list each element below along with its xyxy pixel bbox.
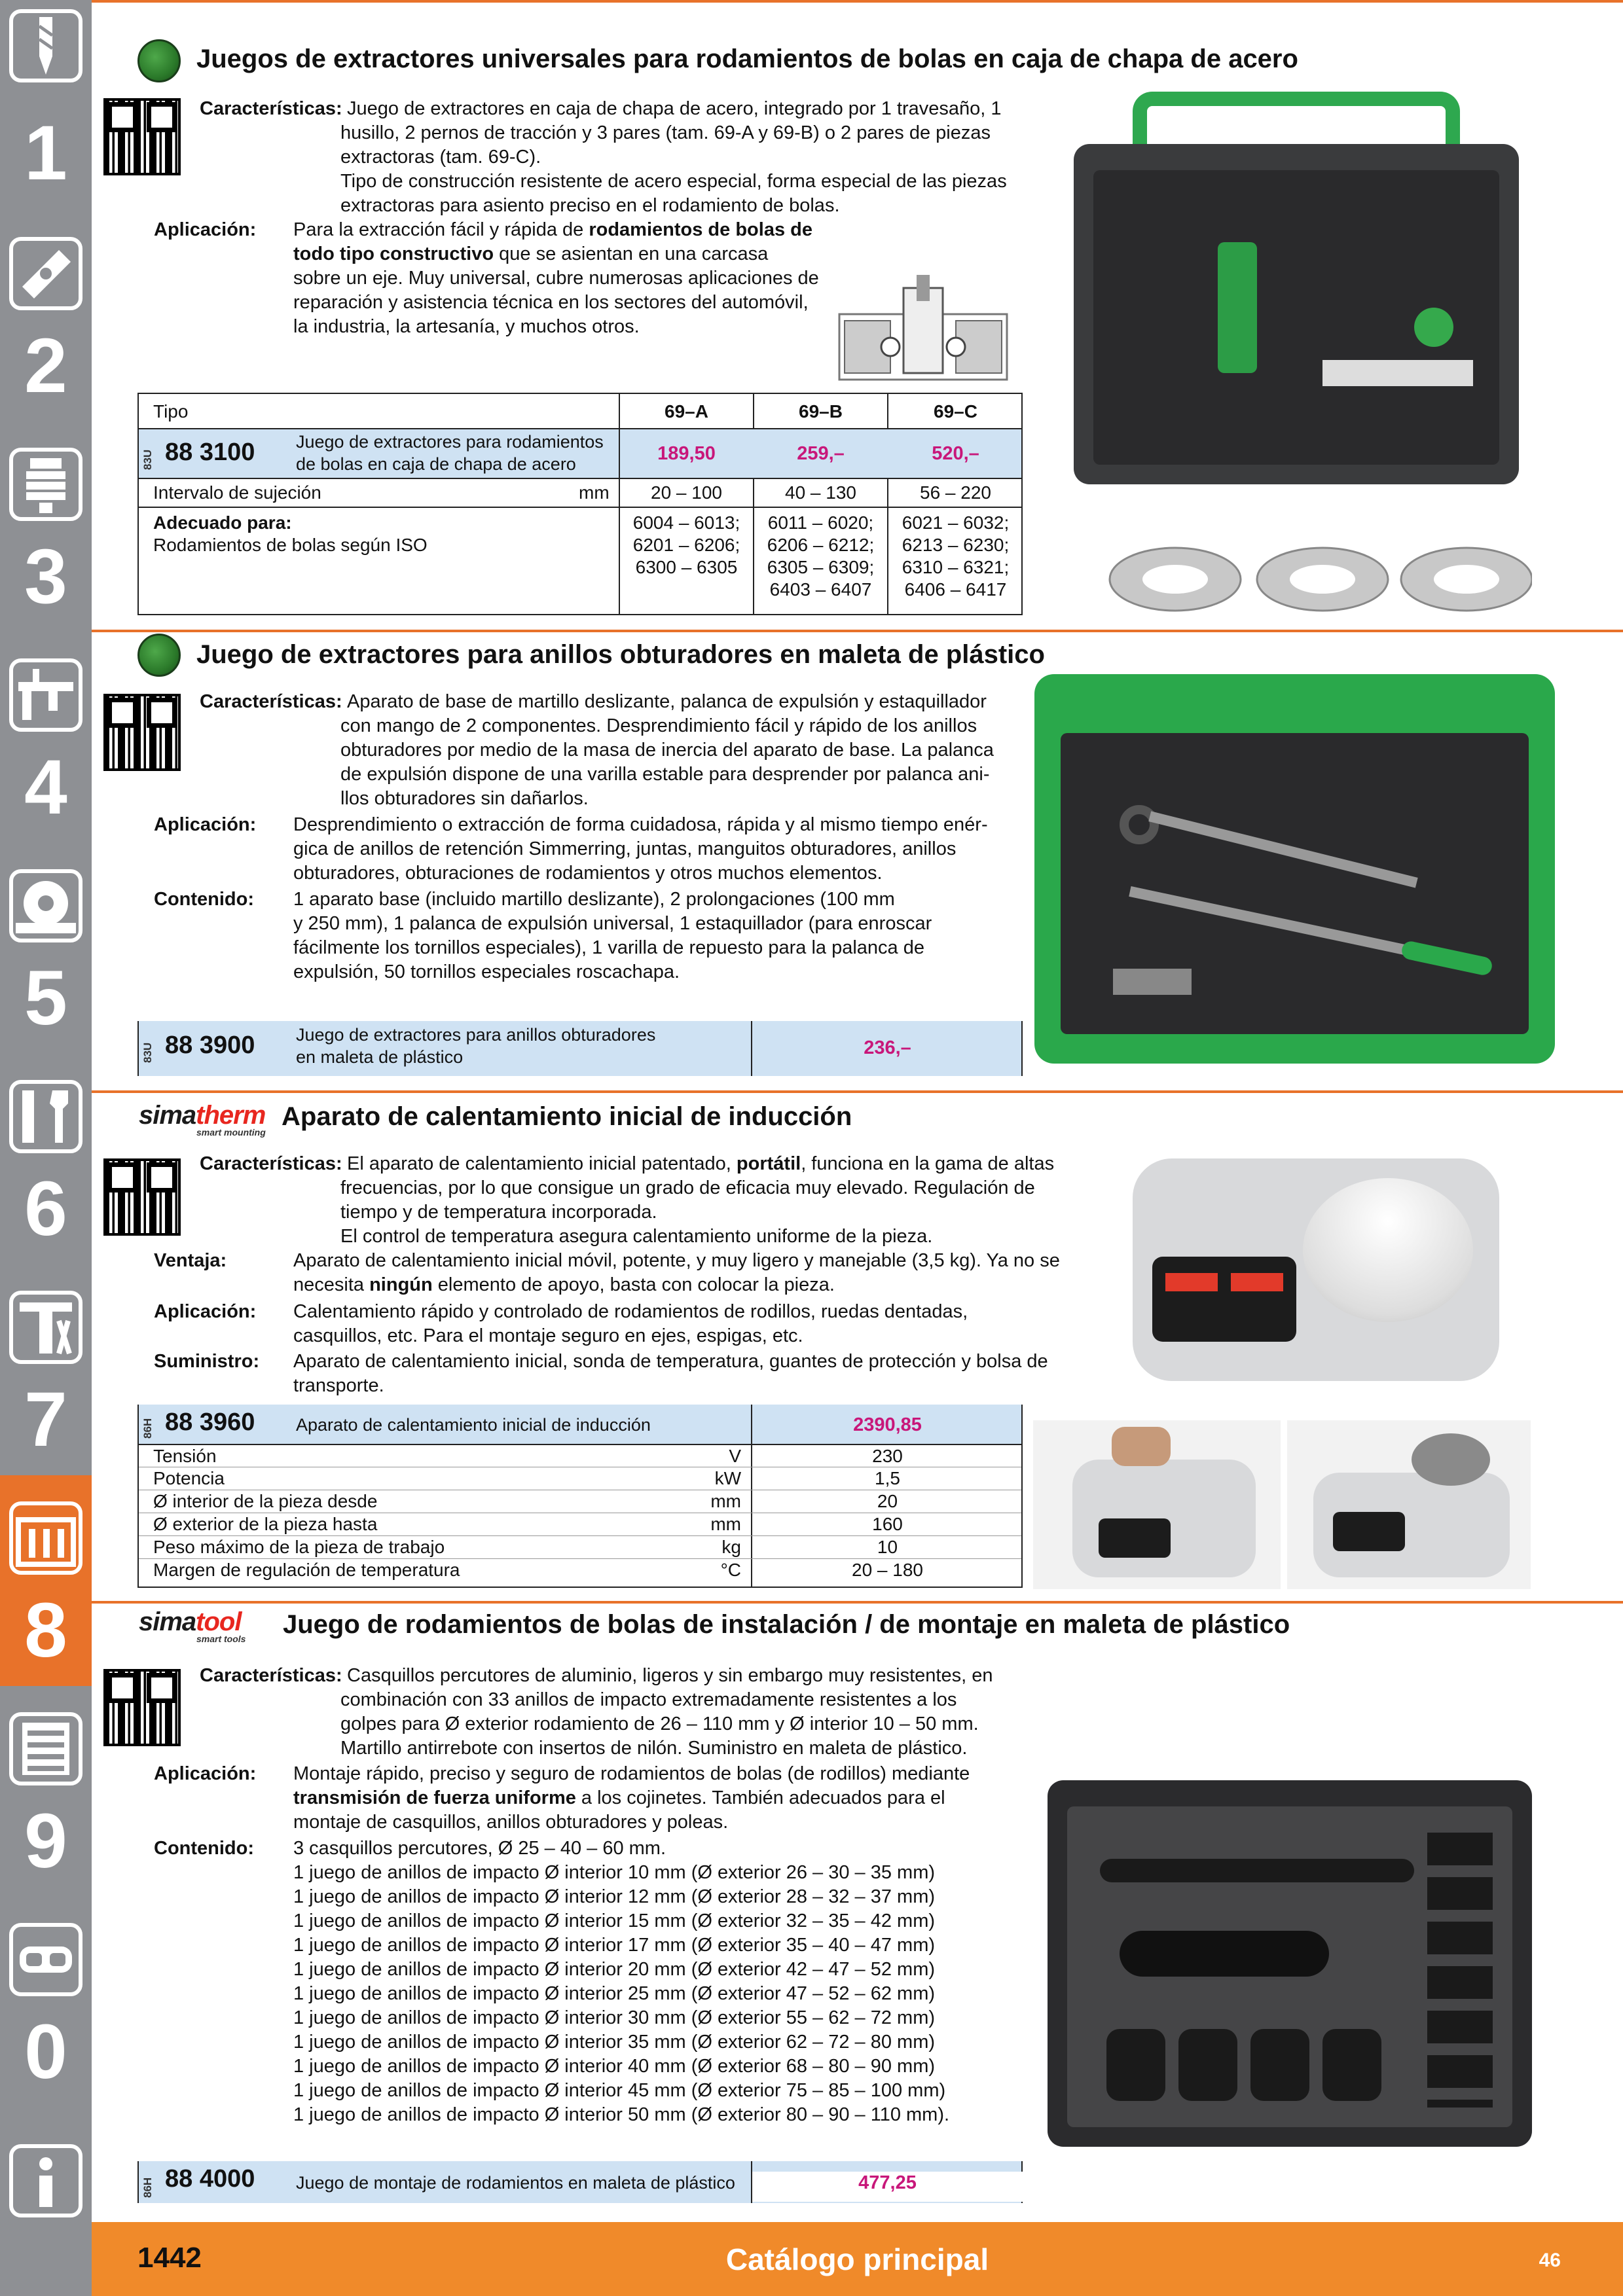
application-line: Para la extracción fácil y rápida de rodamientos de bolas de	[293, 219, 812, 240]
features-line: Juego de extractores en caja de chapa de acero, integrado por 1 travesaño, 1	[347, 98, 1002, 119]
suitable-label: Adecuado para:	[153, 512, 292, 533]
info-icon	[9, 2144, 82, 2217]
bearing-range: 6406 – 6417	[904, 579, 1007, 600]
spec-label: Peso máximo de la pieza de trabajo	[153, 1537, 445, 1557]
application-line: Desprendimiento o extracción de forma cuidadosa, rápida y al mismo tiempo enér-	[293, 814, 988, 835]
advantage-label: Ventaja:	[154, 1250, 227, 1271]
range-label: Intervalo de sujeción	[153, 482, 321, 503]
contents-line: expulsión, 50 tornillos especiales roscachapa.	[293, 961, 680, 982]
section-divider	[92, 0, 1623, 3]
catalog-tag: 83U	[141, 449, 154, 470]
price: 477,25	[752, 2172, 1023, 2202]
application-label: Aplicación:	[154, 814, 257, 835]
contents-line: 1 juego de anillos de impacto Ø interior 15 mm (Ø exterior 32 – 35 – 42 mm)	[293, 1910, 936, 1931]
contents-line: 1 juego de anillos de impacto Ø interior 45 mm (Ø exterior 75 – 85 – 100 mm)	[293, 2080, 946, 2101]
advantage-line: Aparato de calentamiento inicial móvil, potente, y muy ligero y manejable (3,5 kg). Ya no se	[293, 1250, 1060, 1271]
product-table	[137, 1405, 1023, 1588]
quality-badge-logo	[137, 634, 181, 677]
section-title: Juegos de extractores universales para rodamientos de bolas en caja de chapa de acero	[196, 45, 1298, 73]
bearing-puller-drawing	[838, 275, 1008, 386]
features-line: Casquillos percutores de aluminio, ligeros y sin embargo muy resistentes, en	[347, 1665, 993, 1686]
simatool-logo-tagline: smart tools	[196, 1634, 246, 1644]
features-line: El control de temperatura asegura calentamiento uniforme de la pieza.	[340, 1226, 933, 1247]
spec-label: Ø exterior de la pieza hasta	[153, 1514, 378, 1534]
catalog-title: Catálogo principal	[725, 2242, 989, 2276]
simatool-logo: simatool	[139, 1607, 242, 1636]
price: 520,–	[932, 443, 979, 464]
contents-line: 1 juego de anillos de impacto Ø interior 50 mm (Ø exterior 80 – 90 – 110 mm).	[293, 2104, 950, 2125]
price: 189,50	[657, 443, 716, 464]
article-description: Aparato de calentamiento inicial de inducción	[296, 1415, 651, 1435]
features-line: tiempo y de temperatura incorporada.	[340, 1202, 657, 1223]
price: 2390,85	[853, 1414, 922, 1435]
article-description: de bolas en caja de chapa de acero	[296, 454, 576, 474]
supply-line: Aparato de calentamiento inicial, sonda de temperatura, guantes de protección y bolsa de	[293, 1351, 1048, 1372]
usage-illustration-photos	[1106, 488, 1532, 612]
chapter-tab-3[interactable]	[0, 422, 92, 632]
table-row	[139, 507, 1021, 615]
range-value: 56 – 220	[920, 482, 991, 503]
chapter-tab-6[interactable]	[0, 1054, 92, 1265]
chapter-sidebar	[0, 0, 92, 2296]
qr-code[interactable]	[103, 694, 181, 771]
contents-line: 1 juego de anillos de impacto Ø interior 40 mm (Ø exterior 68 – 80 – 90 mm)	[293, 2056, 936, 2077]
features-line: Aparato de base de martillo deslizante, palanca de expulsión y estaquillador	[347, 691, 987, 712]
section-title: Aparato de calentamiento inicial de inducción	[282, 1102, 852, 1131]
table-row	[139, 478, 1021, 507]
simatherm-logo-tagline: smart mounting	[196, 1127, 266, 1138]
bearing-range: 6004 – 6013;	[632, 512, 740, 533]
spec-row	[139, 1558, 1021, 1588]
spec-label: Margen de regulación de temperatura	[153, 1560, 460, 1580]
article-description: Juego de extractores para anillos obturadores	[296, 1025, 656, 1045]
bearing-range: 6021 – 6032;	[902, 512, 1010, 533]
heater-in-use-photo	[1287, 1420, 1531, 1589]
contents-line: 1 juego de anillos de impacto Ø interior 10 mm (Ø exterior 26 – 30 – 35 mm)	[293, 1862, 936, 1883]
catalog-tag: 86H	[141, 2177, 154, 2198]
chapter-tab-8[interactable]	[0, 1475, 92, 1686]
application-line: transmisión de fuerza uniforme a los cojinetes. También adecuados para el	[293, 1787, 945, 1808]
chapter-number: 0	[24, 2009, 67, 2095]
bearing-range: 6201 – 6206;	[632, 535, 740, 555]
application-line: gica de anillos de retención Simmerring, juntas, manguitos obturadores, anillos	[293, 838, 957, 859]
features-line: extractoras para asiento preciso en el rodamiento de bolas.	[340, 195, 840, 216]
chapter-number: 9	[24, 1798, 67, 1884]
section-divider	[92, 1090, 1623, 1093]
bearing-range: 6310 – 6321;	[902, 557, 1010, 577]
spec-unit: mm	[710, 1491, 741, 1511]
article-number: 88 3100	[165, 439, 255, 466]
chapter-number: 7	[24, 1376, 67, 1463]
pliers-icon	[9, 1291, 82, 1364]
chapter-number: 1	[24, 110, 67, 196]
col-header: 69–B	[799, 401, 843, 422]
catalog-tag: 83U	[141, 1042, 154, 1063]
application-line: casquillos, etc. Para el montaje seguro en ejes, espigas, etc.	[293, 1325, 803, 1346]
features-line: llos obturadores sin dañarlos.	[340, 788, 589, 809]
spec-row	[139, 1444, 1021, 1467]
mounting-set-case-photo	[1048, 1780, 1532, 2147]
heater-carry-photo	[1033, 1420, 1281, 1589]
toolbox-icon	[9, 1501, 82, 1575]
section-title: Juego de rodamientos de bolas de instalación / de montaje en maleta de plástico	[283, 1610, 1290, 1639]
section-divider	[92, 1601, 1623, 1604]
bearing-range: 6213 – 6230;	[902, 535, 1010, 555]
safety-glasses-icon	[9, 1923, 82, 1996]
caliper-icon	[9, 658, 82, 732]
tap-holder-icon	[9, 448, 82, 521]
spec-row	[139, 1513, 1021, 1535]
chapter-tab-0[interactable]	[0, 1897, 92, 2108]
article-description: Juego de montaje de rodamientos en maleta de plástico	[296, 2173, 735, 2193]
features-line: Tipo de construcción resistente de acero especial, forma especial de las piezas	[340, 171, 1007, 192]
chapter-tab-2[interactable]	[0, 211, 92, 422]
article-description: en maleta de plástico	[296, 1047, 464, 1067]
spec-value: 1,5	[875, 1468, 900, 1488]
application-line: obturadores, obturaciones de rodamientos y otros muchos elementos.	[293, 863, 883, 884]
contents-line: fácilmente los tornillos especiales), 1 varilla de repuesto para la palanca de	[293, 937, 924, 958]
col-header: 69–C	[934, 401, 977, 422]
application-label: Aplicación:	[154, 1301, 257, 1322]
qr-code[interactable]	[103, 1669, 181, 1746]
bearing-range: 6305 – 6309;	[767, 557, 875, 577]
range-value: 20 – 100	[651, 482, 722, 503]
steel-case-product-photo	[1074, 92, 1519, 484]
application-line: la industria, la artesanía, y muchos otros.	[293, 316, 640, 337]
spec-value: 20 – 180	[852, 1560, 923, 1580]
col-header: 69–A	[665, 401, 708, 422]
contents-line: 1 juego de anillos de impacto Ø interior 12 mm (Ø exterior 28 – 32 – 37 mm)	[293, 1886, 936, 1907]
application-label: Aplicación:	[154, 219, 257, 240]
features-line: husillo, 2 pernos de tracción y 3 pares (tam. 69-A y 69-B) o 2 pares de piezas	[340, 122, 991, 143]
chapter-number: 6	[24, 1166, 67, 1252]
application-label: Aplicación:	[154, 1763, 257, 1784]
spec-unit: kg	[721, 1537, 741, 1557]
spec-unit: mm	[710, 1514, 741, 1534]
section-page-number: 46	[1539, 2250, 1561, 2271]
simatherm-logo: simatherm	[139, 1101, 266, 1130]
workbench-icon	[9, 1712, 82, 1785]
features-line: Martillo antirrebote con insertos de nilón. Suministro en maleta de plástico.	[340, 1738, 968, 1759]
contents-line: 1 juego de anillos de impacto Ø interior 17 mm (Ø exterior 35 – 40 – 47 mm)	[293, 1935, 936, 1956]
features-label: Características:	[200, 1153, 342, 1174]
supply-label: Suministro:	[154, 1351, 260, 1372]
qr-code[interactable]	[103, 1158, 181, 1236]
spec-value: 160	[872, 1514, 903, 1534]
article-number: 88 3900	[165, 1031, 255, 1059]
article-description: Juego de extractores para rodamientos	[296, 432, 604, 452]
contents-line: 3 casquillos percutores, Ø 25 – 40 – 60 mm.	[293, 1838, 666, 1859]
chapter-number: 8	[24, 1587, 67, 1674]
quality-badge-logo	[137, 39, 181, 82]
bearing-range: 6011 – 6020;	[767, 512, 874, 533]
article-number: 88 4000	[165, 2165, 255, 2193]
supply-line: transporte.	[293, 1375, 384, 1396]
application-line: Montaje rápido, preciso y seguro de rodamientos de bolas (de rodillos) mediante	[293, 1763, 970, 1784]
price: 236,–	[864, 1037, 911, 1058]
contents-label: Contenido:	[154, 889, 255, 910]
qr-code[interactable]	[103, 98, 181, 175]
contents-line: 1 juego de anillos de impacto Ø interior 30 mm (Ø exterior 55 – 62 – 72 mm)	[293, 2007, 936, 2028]
price: 259,–	[797, 443, 845, 464]
application-line: reparación y asistencia técnica en los sectores del automóvil,	[293, 292, 809, 313]
spec-label: Tensión	[153, 1446, 217, 1466]
drill-bit-icon	[9, 9, 82, 82]
features-label: Características:	[200, 691, 342, 712]
spec-value: 230	[872, 1446, 903, 1466]
section-divider	[92, 630, 1623, 632]
chapter-tab-9[interactable]	[0, 1686, 92, 1897]
section-title: Juego de extractores para anillos obturadores en maleta de plástico	[196, 640, 1045, 669]
table-row[interactable]	[139, 1405, 1021, 1444]
application-line: sobre un eje. Muy universal, cubre numerosas aplicaciones de	[293, 268, 819, 289]
features-line: extractoras (tam. 69-C).	[340, 147, 541, 168]
spec-value: 20	[877, 1491, 898, 1511]
catalog-tag: 86H	[141, 1418, 154, 1439]
table-row[interactable]	[139, 1021, 1021, 1076]
suitable-sub: Rodamientos de bolas según ISO	[153, 535, 428, 555]
spec-unit: °C	[720, 1560, 741, 1580]
spec-value: 10	[877, 1537, 898, 1557]
product-table	[137, 2161, 1023, 2203]
contents-line: 1 juego de anillos de impacto Ø interior 35 mm (Ø exterior 62 – 72 – 80 mm)	[293, 2032, 936, 2053]
spec-row	[139, 1535, 1021, 1558]
chapter-number: 3	[24, 533, 67, 620]
page-footer	[92, 2222, 1623, 2296]
wrench-icon	[9, 1080, 82, 1153]
bearing-range: 6206 – 6212;	[767, 535, 875, 555]
product-table	[137, 1021, 1023, 1076]
spec-row	[139, 1467, 1021, 1490]
features-line: obturadores por medio de la masa de inercia del aparato de base. La palanca	[340, 740, 994, 761]
spec-label: Ø interior de la pieza desde	[153, 1491, 378, 1511]
features-line: combinación con 33 anillos de impacto extremadamente resistentes a los	[340, 1689, 957, 1710]
application-line: todo tipo constructivo que se asientan en una carcasa	[293, 243, 769, 264]
table-row[interactable]	[139, 2161, 1021, 2203]
features-line: El aparato de calentamiento inicial patentado, portátil, funciona en la gama de altas	[347, 1153, 1055, 1174]
chapter-number: 5	[24, 955, 67, 1041]
spec-row	[139, 1490, 1021, 1513]
page-number: 1442	[137, 2242, 202, 2274]
application-line: montaje de casquillos, anillos obturadores y poleas.	[293, 1812, 729, 1833]
type-header: Tipo	[153, 401, 189, 422]
spec-label: Potencia	[153, 1468, 225, 1488]
induction-heater-photo	[1133, 1152, 1499, 1388]
contents-line: 1 juego de anillos de impacto Ø interior 25 mm (Ø exterior 47 – 52 – 62 mm)	[293, 1983, 936, 2004]
features-line: golpes para Ø exterior rodamiento de 26 – 110 mm y Ø interior 10 – 50 mm.	[340, 1713, 979, 1734]
chapter-tab-7[interactable]	[0, 1265, 92, 1475]
contents-line: 1 juego de anillos de impacto Ø interior 20 mm (Ø exterior 42 – 47 – 52 mm)	[293, 1959, 936, 1980]
table-row[interactable]	[139, 428, 1021, 478]
features-line: con mango de 2 componentes. Desprendimiento fácil y rápido de los anillos	[340, 715, 977, 736]
saw-blade-icon	[9, 869, 82, 942]
chapter-tab-4[interactable]	[0, 632, 92, 843]
features-label: Características:	[200, 1665, 342, 1686]
range-value: 40 – 130	[785, 482, 856, 503]
features-line: frecuencias, por lo que consigue un grado de eficacia muy elevado. Regulación de	[340, 1177, 1035, 1198]
advantage-line: necesita ningún elemento de apoyo, basta con colocar la pieza.	[293, 1274, 835, 1295]
cutting-insert-icon	[9, 237, 82, 310]
contents-label: Contenido:	[154, 1838, 255, 1859]
features-label: Características:	[200, 98, 342, 119]
range-unit: mm	[579, 482, 610, 503]
spec-unit: kW	[714, 1468, 741, 1488]
bearing-range: 6403 – 6407	[769, 579, 872, 600]
contents-line: y 250 mm), 1 palanca de expulsión universal, 1 estaquillador (para enroscar	[293, 913, 932, 934]
chapter-number: 2	[24, 323, 67, 409]
chapter-number: 4	[24, 744, 67, 831]
spec-unit: V	[729, 1446, 741, 1466]
bearing-range: 6300 – 6305	[635, 557, 738, 577]
product-table	[137, 393, 1023, 615]
chapter-tab-info[interactable]	[0, 2108, 92, 2296]
contents-line: 1 aparato base (incluido martillo deslizante), 2 prolongaciones (100 mm	[293, 889, 895, 910]
application-line: Calentamiento rápido y controlado de rodamientos de rodillos, ruedas dentadas,	[293, 1301, 968, 1322]
chapter-tab-5[interactable]	[0, 843, 92, 1054]
plastic-case-product-photo	[1034, 674, 1555, 1064]
features-line: de expulsión dispone de una varilla estable para desprender por palanca ani-	[340, 764, 990, 785]
article-number: 88 3960	[165, 1408, 255, 1436]
chapter-tab-1[interactable]	[0, 0, 92, 211]
